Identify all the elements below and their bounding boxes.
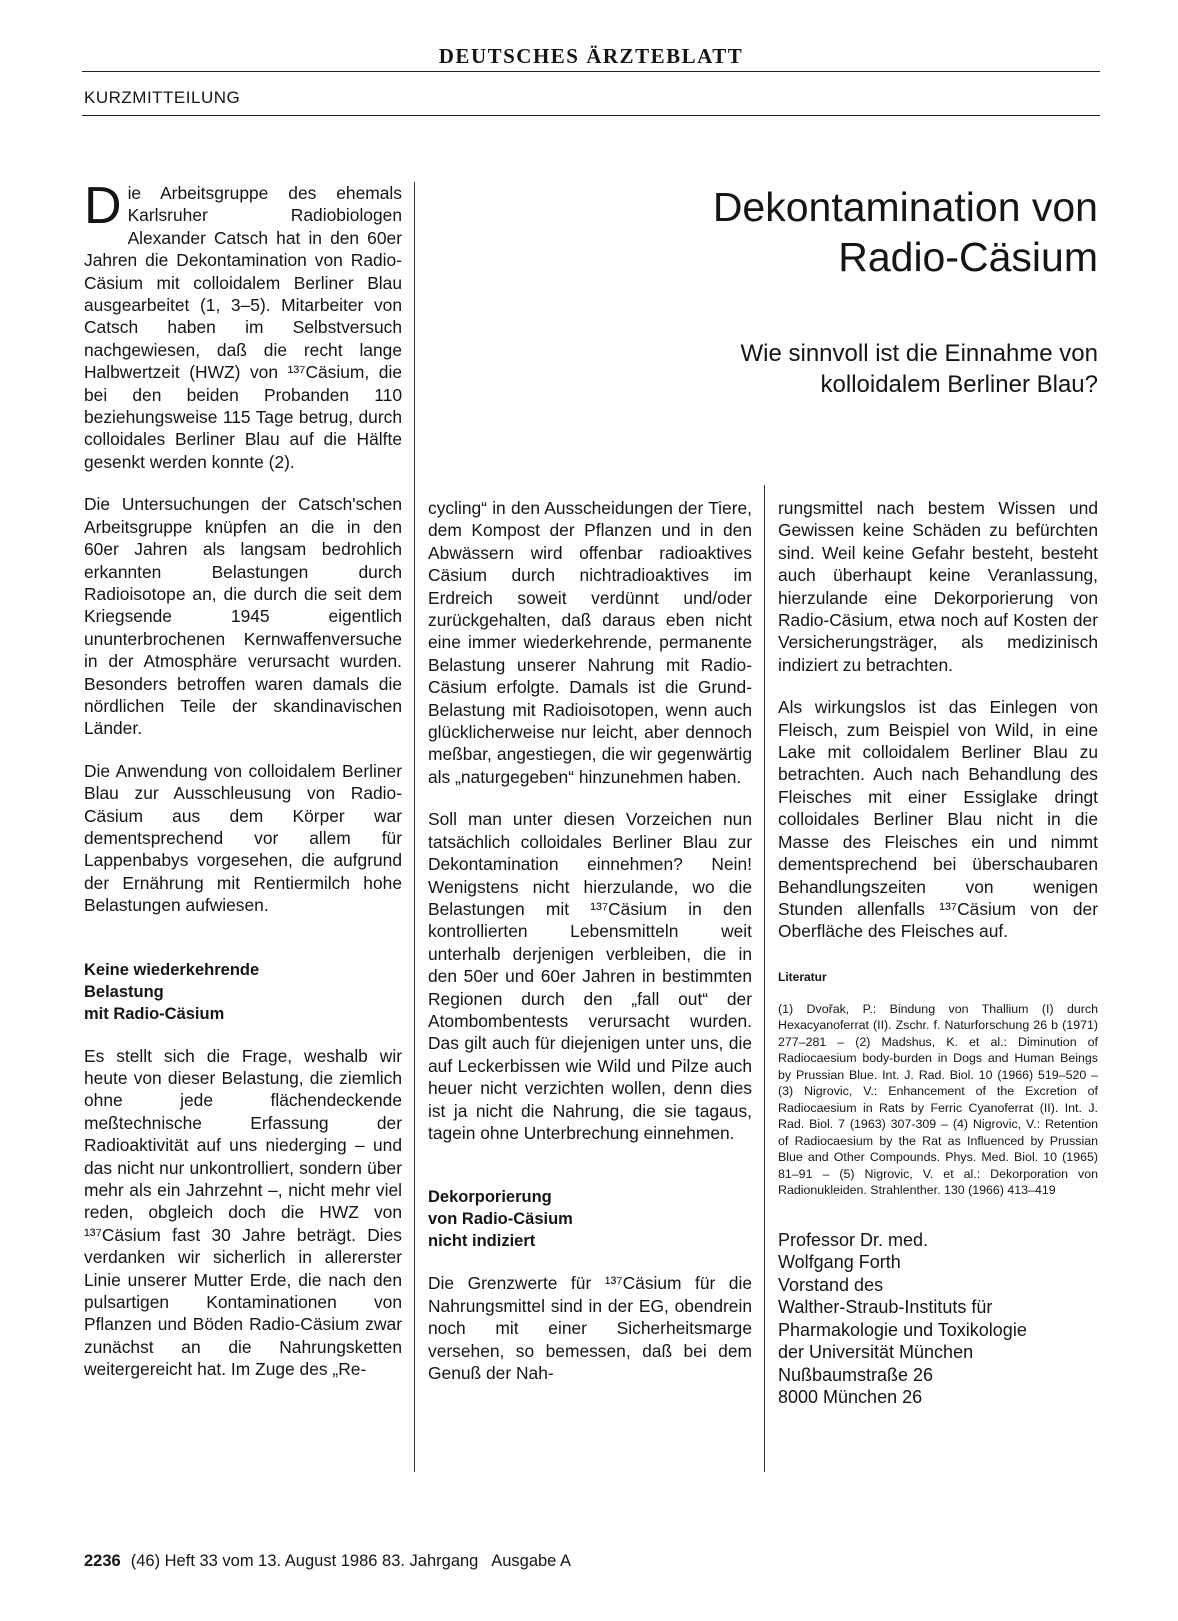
paragraph: Die Untersuchungen der Catsch'schen Arbeitsgruppe knüpfen an die in den 60er Jahren als langsam bedrohlich erkannten Belastungen durch Radioisotope an, die durch die seit dem Kriegsende 1945 eigentlich ununterbrochenen Kernwaffenversuche in der Atmosphäre verursacht wurden. Besonders betroffen waren damals die nördlichen Teile der skandinavischen Länder. <box>84 494 402 739</box>
article-title <box>458 182 1098 282</box>
subheading-line: mit Radio-Cäsium <box>84 1004 225 1023</box>
page-number: 2236 <box>84 1552 121 1570</box>
column-1 <box>84 177 402 1401</box>
paragraph: rungsmittel nach bestem Wissen und Gewissen keine Schäden zu befürchten sind. Weil keine Gefahr besteht, besteht auch überhaupt keine Veranlassung, hierzulande eine Dekorporierung von Radio-Cäsium, etwa noch auf Kosten der Versicherungsträger, als medizinisch indiziert zu betrachten. <box>778 498 1098 675</box>
paragraph: cycling“ in den Ausscheidungen der Tiere, dem Kompost der Pflanzen und in den Abwässern wird offenbar radioaktives Cäsium durch nichtradioaktives im Erdreich soweit verdünnt und/oder zurückgehalten, daß daraus eben nicht eine immer wiederkehrende, permanente Belastung unserer Nahrung mit Radio-Cäsium erfolgte. Damals ist die Grund-Belastung mit Radioisotopen, wenn auch glücklicherweise nur leicht, aber dennoch meßbar, angestiegen, die wir gegenwärtig als „naturgegeben“ hinzunehmen haben. <box>428 498 752 787</box>
author-line: Vorstand des <box>778 1274 884 1295</box>
title-line-1: Dekontamination von <box>712 184 1098 230</box>
subheading-line: Belastung <box>84 982 164 1001</box>
paragraph: Soll man unter diesen Vorzeichen nun tatsächlich colloidales Berliner Blau zur Dekontamination einnehmen? Nein! Wenigstens nicht hierzulande, wo die Belastungen mit ¹³⁷Cäsium in den kontrollierten Lebensmitteln weit unterhalb derjenigen verbleiben, die in den 50er und 60er Jahren in bestimmten Regionen durch den „fall out“ der Atombombentests verursacht wurden. Das gilt auch für diejenigen unter uns, die auf Leckerbissen wie Wild und Pilze auch heuer nicht verzichten wollen, denn dies ist ja nicht die Nahrung, die sie tagaus, tagein ohne Unterbrechung einnehmen. <box>428 809 752 1143</box>
masthead: DEUTSCHES ÄRZTEBLATT <box>438 44 744 68</box>
references-heading: Literatur <box>778 969 827 984</box>
column-3 <box>778 497 1098 1409</box>
paragraph: Die Grenzwerte für ¹³⁷Cäsium für die Nahrungsmittel sind in der EG, obendrein noch mit einer Sicherheitsmarge versehen, so bemessen, daß bei dem Genuß der Nah- <box>428 1273 752 1383</box>
drop-cap: D <box>84 177 122 235</box>
subtitle-line-2: kolloidalem Berliner Blau? <box>820 371 1098 398</box>
title-line-2: Radio-Cäsium <box>838 234 1098 280</box>
author-line: der Universität München <box>778 1342 974 1363</box>
column-divider-2 <box>764 485 765 1472</box>
paragraph: Die Anwendung von colloidalem Berliner Blau zur Ausschleusung von Radio-Cäsium aus dem Körper war dementsprechend vor allem für Lappenbabys vorgesehen, die aufgrund der Ernährung mit Rentiermilch hohe Belastungen aufwiesen. <box>84 760 402 916</box>
author-line: 8000 München 26 <box>778 1387 923 1408</box>
author-line: Professor Dr. med. <box>778 1229 929 1250</box>
paragraph <box>84 177 402 473</box>
subtitle-line-1: Wie sinnvoll ist die Einnahme von <box>740 340 1098 367</box>
author-address <box>778 1229 1098 1409</box>
subheading-line: nicht indiziert <box>428 1232 536 1251</box>
author-line: Pharmakologie und Toxikologie <box>778 1319 1027 1340</box>
paragraph-text: ie Arbeitsgruppe des ehemals Karlsruher Radiobiologen Alexander Catsch hat in den 60er Jahren die Dekontamination von Radio-Cäsium mit colloidalem Berliner Blau ausgearbeitet (1, 3–5). Mitarbeiter von Catsch haben im Selbstversuch nachgewiesen, daß die recht lange Halbwertzeit (HWZ) von ¹³⁷Cäsium, die bei den beiden Probanden 110 beziehungsweise 115 Tage betrug, durch colloidales Berliner Blau auf die Hälfte gesenkt werden konnte (2). <box>84 183 402 472</box>
paragraph: Als wirkungslos ist das Einlegen von Fleisch, zum Beispiel von Wild, in eine Lake mit colloidalem Berliner Blau zu betrachten. Auch nach Behandlung des Fleisches mit einer Essiglake dringt colloidales Berliner Blau nicht in die Masse des Fleisches ein und nimmt dementsprechend bei überschaubaren Behandlungszeiten von wenigen Stunden allenfalls ¹³⁷Cäsium von der Oberfläche des Fleisches auf. <box>778 697 1098 942</box>
paragraph: Es stellt sich die Frage, weshalb wir heute von dieser Belastung, die ziemlich ohne jede flächendeckende meßtechnische Erfassung der Radioaktivität auf uns niederging – und das nicht nur unkontrolliert, sondern über mehr als ein Jahrzehnt –, nicht mehr viel reden, obgleich doch die HWZ von ¹³⁷Cäsium fast 30 Jahre beträgt. Dies verdanken wir sicherlich in allererster Linie unserer Mutter Erde, die nach den pulsartigen Kontaminationen von Pflanzen und Böden Radio-Cäsium zwar zunächst an die Nahrungsketten weitergereicht hat. Im Zuge des „Re- <box>84 1045 402 1380</box>
author-line: Nußbaumstraße 26 <box>778 1364 934 1385</box>
masthead-rule <box>82 71 1100 72</box>
subheading <box>84 959 402 1025</box>
references-text: (1) Dvořak, P.: Bindung von Thallium (I) durch Hexacyanoferrat (II). Zschr. f. Naturforschung 26 b (1971) 277–281 – (2) Madshus, K. et al.: Diminution of Radiocaesium body-burden in Dogs and Human Beings by Prussian Blue. Int. J. Rad. Biol. 10 (1966) 519–520 – (3) Nigrovic, V.: Enhancement of the Excretion of Radiocaesium in Rats by Ferric Cyanoferrat (II). Int. J. Rad. Biol. 7 (1963) 307-309 – (4) Nigrovic, V.: Retention of Radiocaesium by the Rat as Influenced by Prussian Blue and Other Compounds. Phys. Med. Biol. 10 (1965) 81–91 – (5) Nigrovic, V. et al.: Dekorporation von Radionukleiden. Strahlenther. 130 (1966) 413–419 <box>778 1001 1098 1198</box>
article-subtitle <box>458 338 1098 400</box>
section-label: KURZMITTEILUNG <box>84 88 241 107</box>
section-rule <box>82 115 1100 116</box>
column-2 <box>428 497 752 1404</box>
column-divider-1 <box>414 182 415 1472</box>
subheading-line: Keine wiederkehrende <box>84 960 260 979</box>
subheading-line: Dekorporierung <box>428 1188 552 1207</box>
subheading-line: von Radio-Cäsium <box>428 1210 573 1229</box>
issue-info: (46) Heft 33 vom 13. August 1986 83. Jahrgang Ausgabe A <box>130 1552 572 1570</box>
author-line: Wolfgang Forth <box>778 1252 901 1273</box>
subheading <box>428 1186 752 1252</box>
page-footer <box>84 1551 571 1571</box>
author-line: Walther-Straub-Instituts für <box>778 1297 993 1318</box>
